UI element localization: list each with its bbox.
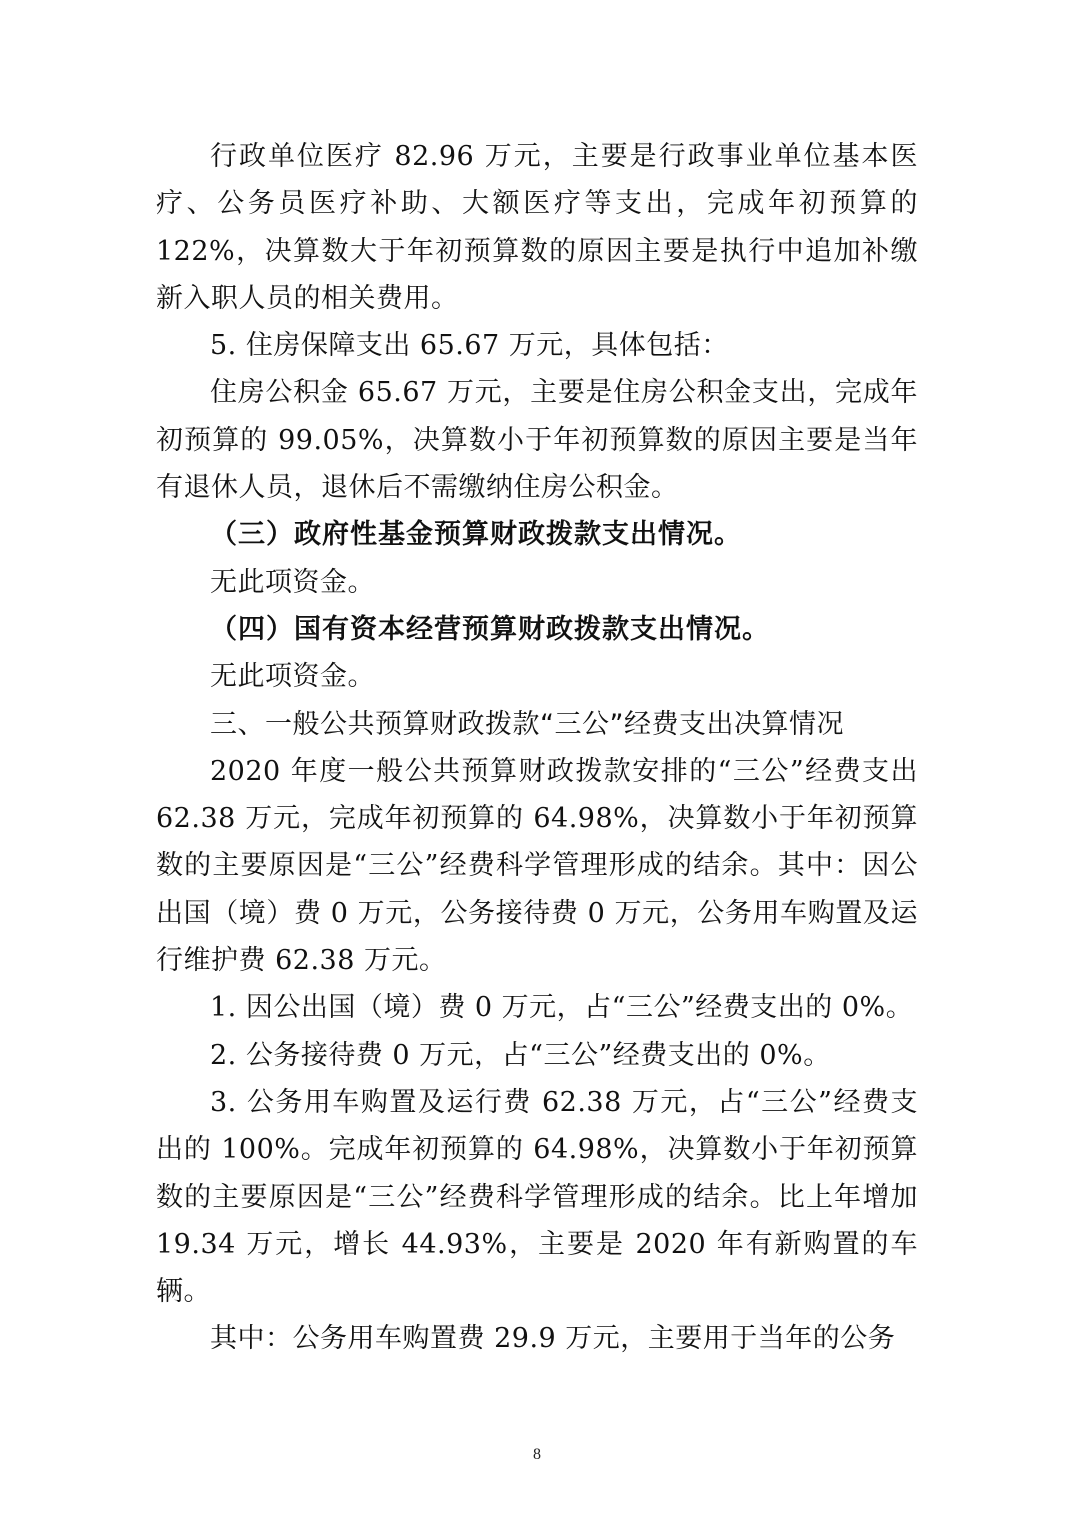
page-number: 8	[533, 1446, 541, 1463]
paragraph-reception: 2. 公务接待费 0 万元，占“三公”经费支出的 0%。	[210, 1039, 831, 1071]
section-three-public-expenses: 三、一般公共预算财政拨款“三公”经费支出决算情况	[210, 708, 844, 740]
paragraph-official-vehicles: 3. 公务用车购置及运行费 62.38 万元，占“三公”经费支出的 100%。完成年初预算的 64.98%，决算数小于年初预算数的主要原因是“三公”经费科学管理形成的结余。比上年增加 19.34 万元，增长 44.93%，主要是 2020 年有新购置的车辆。	[156, 1086, 918, 1308]
paragraph-housing-title: 5. 住房保障支出 65.67 万元，具体包括：	[210, 330, 729, 362]
paragraph-no-fund-1: 无此项资金。	[210, 566, 375, 598]
paragraph-no-fund-2: 无此项资金。	[210, 661, 375, 693]
paragraph-housing-fund: 住房公积金 65.67 万元，主要是住房公积金支出，完成年初预算的 99.05%，决算数小于年初预算数的原因主要是当年有退休人员，退休后不需缴纳住房公积金。	[156, 377, 918, 504]
heading-state-capital: （四）国有资本经营预算财政拨款支出情况。	[210, 613, 770, 645]
paragraph-medical: 行政单位医疗 82.96 万元，主要是行政事业单位基本医疗、公务员医疗补助、大额医疗等支出，完成年初预算的 122%，决算数大于年初预算数的原因主要是执行中追加补缴新入职人员的相关费用。	[156, 141, 918, 314]
heading-government-fund: （三）政府性基金预算财政拨款支出情况。	[210, 519, 742, 551]
document-body	[156, 133, 918, 1363]
paragraph-three-public-summary: 2020 年度一般公共预算财政拨款安排的“三公”经费支出 62.38 万元，完成年初预算的 64.98%，决算数小于年初预算数的主要原因是“三公”经费科学管理形成的结余。其中：因公出国（境）费 0 万元，公务接待费 0 万元，公务用车购置及运行维护费 62.38 万元。	[156, 755, 918, 977]
paragraph-vehicle-purchase: 其中：公务用车购置费 29.9 万元，主要用于当年的公务	[210, 1323, 896, 1355]
paragraph-overseas-travel: 1. 因公出国（境）费 0 万元，占“三公”经费支出的 0%。	[210, 992, 914, 1024]
